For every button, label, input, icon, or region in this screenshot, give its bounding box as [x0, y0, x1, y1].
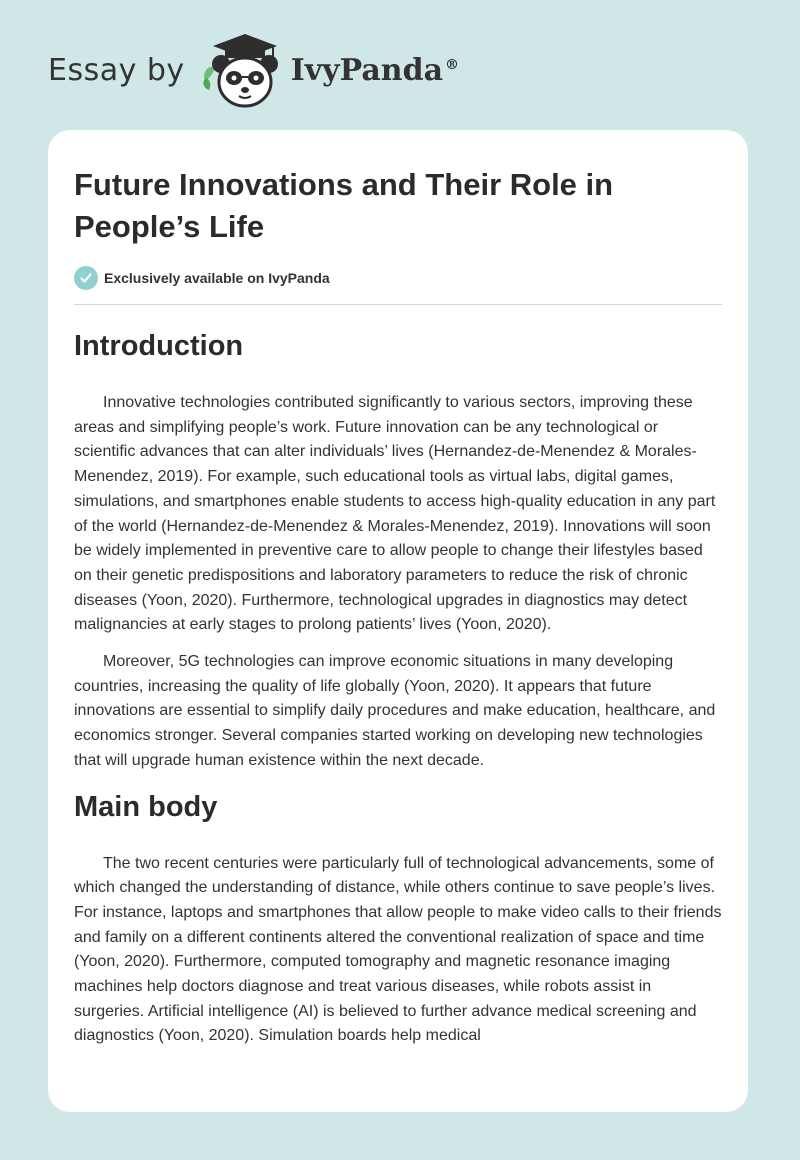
check-circle-icon [74, 266, 98, 290]
panda-logo-icon [199, 30, 285, 110]
essay-title: Future Innovations and Their Role in People’s Life [74, 167, 614, 244]
section-main-body [74, 790, 722, 1050]
title-divider [74, 304, 722, 305]
site-header [48, 30, 459, 110]
section-heading: Introduction [74, 330, 244, 362]
essay-card [48, 130, 748, 1112]
section-heading: Main body [74, 790, 218, 823]
section-introduction [74, 329, 722, 774]
brand-name: IvyPanda ® [290, 52, 460, 88]
paragraph: Innovative technologies contributed significantly to various sectors, improving these areas and simplifying people’s work. Future innovation can be any technological or scientific advances that can alter individuals’ lives (Hernandez-de-Menendez & Morales-Menendez, 2019). For example, such educational tools as virtual labs, digital games, simulations, and smartphones enable students to access high-quality education in any part of the world (Hernandez-de-Menendez & Morales-Menendez, 2019). Innovations will soon be widely implemented in preventive care to allow people to change their lifestyles based on their genetic predispositions and laboratory parameters to reduce the risk of chronic diseases (Yoon, 2020). Furthermore, technological upgrades in diagnostics may detect malignancies at early stages to prolong patients’ lives (Yoon, 2020). [74, 394, 716, 634]
badge-label: Exclusively available on IvyPanda [104, 270, 330, 286]
exclusive-badge [74, 266, 722, 290]
paragraph: The two recent centuries were particularly full of technological advancements, some of which changed the understanding of distance, while others continue to save people’s lives. For instance, laptops and smartphones that allow people to make video calls to their friends and family on a different continents altered the conventional realization of space and time (Yoon, 2020). Furthermore, computed tomography and magnetic resonance imaging machines help doctors diagnose and treat various diseases, while robots assist in surgeries. Artificial intelligence (AI) is believed to further advance medical screening and diagnostics (Yoon, 2020). Simulation boards help medical [74, 854, 722, 1045]
essay-by-label: Essay by [48, 52, 185, 88]
paragraph: Moreover, 5G technologies can improve economic situations in many developing countries, increasing the quality of life globally (Yoon, 2020). It appears that future innovations are essential to simplify daily procedures and make education, healthcare, and economics stronger. Several companies started working on developing new technologies that will upgrade human existence within the next decade. [74, 653, 716, 769]
